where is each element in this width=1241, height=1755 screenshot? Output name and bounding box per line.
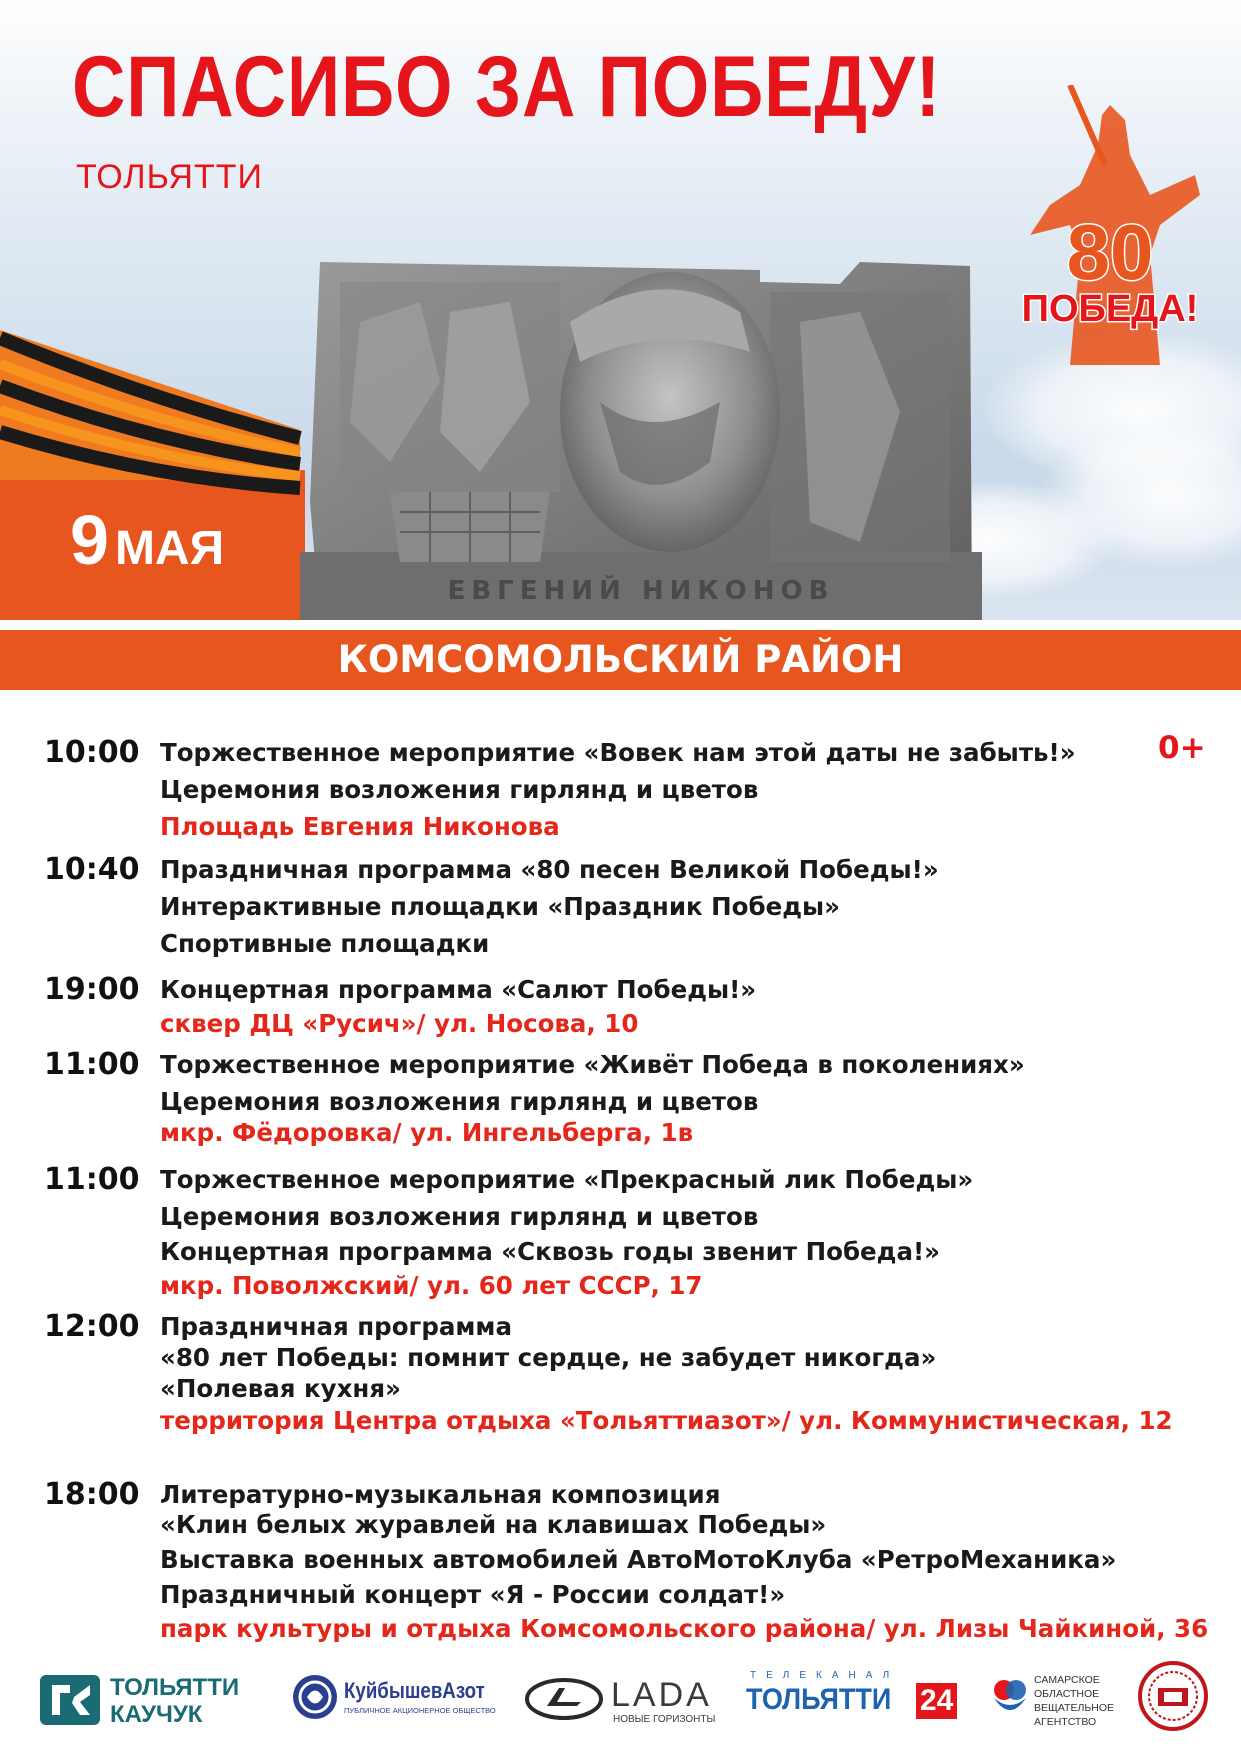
- agency-logo: [990, 1668, 1120, 1732]
- kauchuk-line1: ТОЛЬЯТТИ: [110, 1674, 240, 1701]
- kuibyshevazot-logo: [292, 1668, 512, 1728]
- event-description: Праздничная программа «80 песен Великой Победы!»: [160, 855, 939, 884]
- header-banner: [0, 0, 1241, 620]
- event-description: Концертная программа «Сквозь годы звенит Победа!»: [160, 1237, 940, 1266]
- agency-line1: САМАРСКОЕ: [1034, 1674, 1100, 1686]
- kuibyshevazot-name: КуйбышевАзот: [344, 1678, 485, 1703]
- event-location: территория Центра отдыха «Тольяттиазот»/ ул. Коммунистическая, 12: [160, 1406, 1173, 1435]
- tv-name: ТОЛЬЯТТИ: [746, 1683, 892, 1716]
- event-date: [70, 500, 224, 580]
- event-description: «Клин белых журавлей на клавишах Победы»: [160, 1510, 827, 1539]
- age-rating-badge: 0+: [1158, 730, 1206, 766]
- event-time: 11:00: [44, 1162, 140, 1197]
- event-description: Торжественное мероприятие «Вовек нам этой даты не забыть!»: [160, 738, 1076, 767]
- tv-top: ТЕЛЕКАНАЛ: [750, 1670, 900, 1681]
- event-description: Выставка военных автомобилей АвтоМотоКлуба «РетроМеханика»: [160, 1545, 1117, 1574]
- agency-icon: [990, 1676, 1030, 1722]
- district-bar: [0, 630, 1241, 690]
- event-location: сквер ДЦ «Русич»/ ул. Носова, 10: [160, 1009, 639, 1038]
- event-description: Спортивные площадки: [160, 929, 490, 958]
- emblem-text: ПОБЕДА!: [1021, 288, 1199, 330]
- page-title: СПАСИБО ЗА ПОБЕДУ!: [72, 39, 942, 135]
- event-description: Праздничный концерт «Я - России солдат!»: [160, 1580, 786, 1609]
- event-description: Торжественное мероприятие «Прекрасный лик Победы»: [160, 1165, 974, 1194]
- event-time: 10:00: [44, 735, 140, 770]
- lada-sub: НОВЫЕ ГОРИЗОНТЫ: [613, 1714, 716, 1725]
- event-description: «Полевая кухня»: [160, 1374, 401, 1403]
- round-seal-logo: [1138, 1658, 1208, 1734]
- event-description: Церемония возложения гирлянд и цветов: [160, 1087, 759, 1116]
- event-location: мкр. Поволжский/ ул. 60 лет СССР, 17: [160, 1271, 703, 1300]
- event-time: 19:00: [44, 972, 140, 1007]
- lada-logo: [525, 1670, 725, 1730]
- event-description: Литературно-музыкальная композиция: [160, 1480, 721, 1509]
- event-description: Праздничная программа: [160, 1312, 512, 1341]
- event-time: 12:00: [44, 1309, 140, 1344]
- agency-line2: ОБЛАСТНОЕ: [1034, 1688, 1100, 1700]
- event-time: 18:00: [44, 1477, 140, 1512]
- event-location: парк культуры и отдыха Комсомольского района/ ул. Лизы Чайкиной, 36: [160, 1614, 1209, 1643]
- victory-80-emblem: [1010, 85, 1210, 385]
- event-time: 10:40: [44, 852, 140, 887]
- event-description: Торжественное мероприятие «Живёт Победа в поколениях»: [160, 1050, 1025, 1079]
- kuibyshevazot-icon: [292, 1674, 338, 1720]
- lada-name: LADA: [611, 1676, 712, 1714]
- date-day: 9: [70, 501, 109, 579]
- agency-line4: АГЕНТСТВО: [1034, 1716, 1097, 1728]
- kauchuk-line2: КАУЧУК: [110, 1701, 203, 1728]
- event-time: 11:00: [44, 1047, 140, 1082]
- event-description: Церемония возложения гирлянд и цветов: [160, 775, 759, 804]
- memorial-relief-image: [300, 262, 982, 620]
- event-location: мкр. Фёдоровка/ ул. Ингельберга, 1в: [160, 1118, 694, 1147]
- event-description: Церемония возложения гирлянд и цветов: [160, 1202, 759, 1231]
- sponsor-logos: [0, 1640, 1241, 1740]
- event-location: Площадь Евгения Никонова: [160, 812, 560, 841]
- tv-num: 24: [916, 1683, 957, 1719]
- date-month: МАЯ: [114, 522, 225, 575]
- emblem-number: 80: [1066, 208, 1154, 296]
- lada-boat-icon: [525, 1678, 603, 1720]
- kauchuk-logo: [40, 1670, 280, 1730]
- relief-inscription: ЕВГЕНИЙ НИКОНОВ: [447, 576, 835, 606]
- kuibyshevazot-sub: ПУБЛИЧНОЕ АКЦИОНЕРНОЕ ОБЩЕСТВО: [344, 1706, 496, 1715]
- agency-line3: ВЕЩАТЕЛЬНОЕ: [1034, 1702, 1114, 1714]
- tolyatti24-logo: [746, 1670, 971, 1730]
- event-description: Концертная программа «Салют Победы!»: [160, 975, 757, 1004]
- city-name: ТОЛЬЯТТИ: [76, 158, 263, 196]
- kauchuk-icon: [40, 1675, 100, 1725]
- district-title: КОМСОМОЛЬСКИЙ РАЙОН: [337, 638, 904, 681]
- event-description: «80 лет Победы: помнит сердце, не забудет никогда»: [160, 1343, 937, 1372]
- event-description: Интерактивные площадки «Праздник Победы»: [160, 892, 840, 921]
